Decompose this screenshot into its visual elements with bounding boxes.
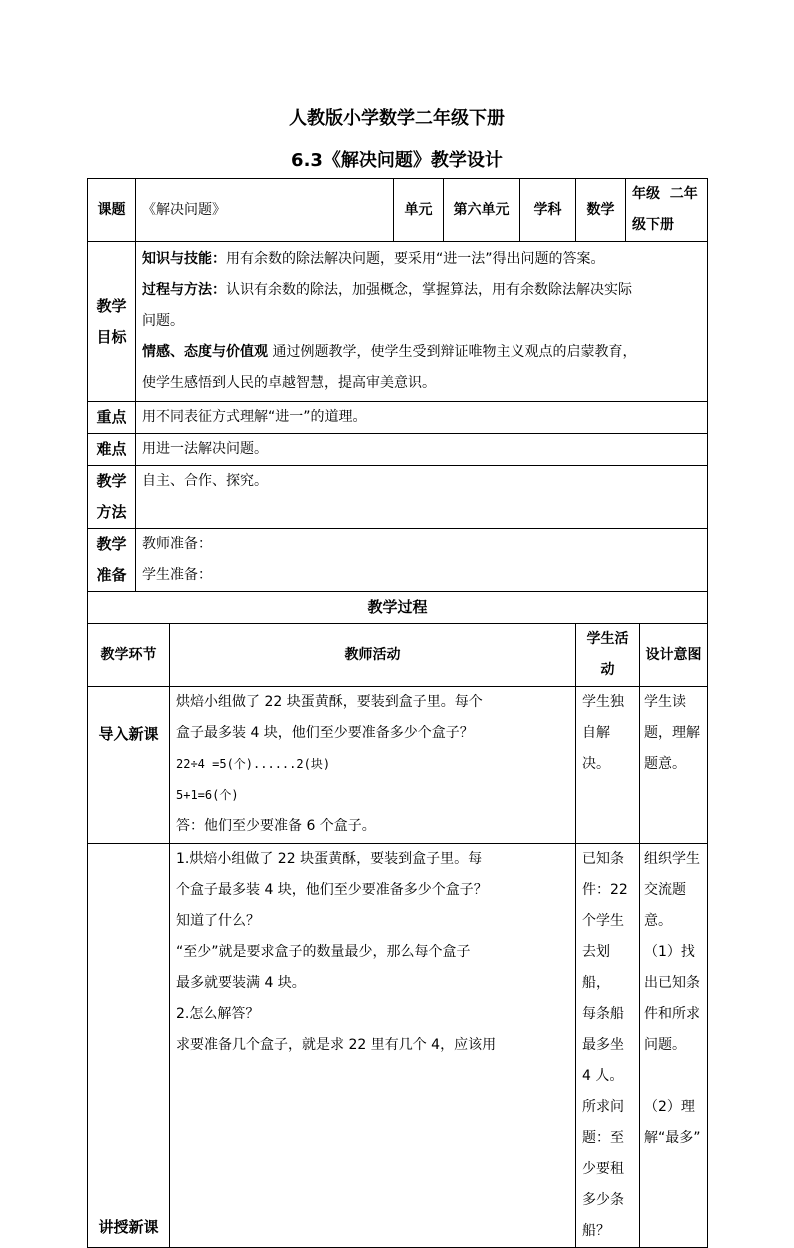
explain-stage: 讲授新课: [88, 844, 170, 1248]
emotion-text: 通过例题教学，使学生受到辩证唯物主义观点的启蒙教育，: [272, 344, 637, 360]
explain-teacher-line: 2.怎么解答？: [176, 1006, 260, 1022]
document-title: 人教版小学数学二年级下册: [289, 108, 505, 129]
unit-value: 第六单元: [444, 179, 520, 242]
lesson-plan-table: [87, 178, 708, 1248]
process-text-cont: 问题。: [142, 313, 184, 329]
key-label: 重点: [88, 402, 136, 434]
grade-cell: [626, 179, 708, 242]
explain-teacher-line: 最多就要装满 4 块。: [176, 975, 306, 991]
method-text: 自主、合作、探究。: [136, 466, 708, 529]
explain-row: [88, 844, 708, 1248]
knowledge-heading: 知识与技能：: [142, 251, 226, 267]
key-row: [88, 402, 708, 434]
process-heading: 过程与方法：: [142, 282, 226, 298]
unit-label: 单元: [394, 179, 444, 242]
goals-label: 教学 目标: [88, 242, 136, 402]
intro-teacher: [170, 687, 576, 844]
process-header-row: [88, 624, 708, 687]
grade-value: 二年级下册: [632, 186, 698, 233]
intro-teacher-line: 22÷4 =5(个)......2(块): [176, 757, 331, 771]
explain-student: 已知条件：22 个学生去划船， 每条船最多坐 4 人。所求问 题：至少要租 多少条船？: [576, 844, 640, 1248]
col-student: 学生活动: [576, 624, 640, 687]
explain-teacher-line: 知道了什么？: [176, 913, 260, 929]
emotion-text-cont: 使学生感悟到人民的卓越智慧，提高审美意识。: [142, 375, 436, 391]
goals-content: [136, 242, 708, 402]
method-label: 教学 方法: [88, 466, 136, 529]
explain-teacher-line: 求要准备几个盒子，就是求 22 里有几个 4，应该用: [176, 1037, 497, 1053]
knowledge-text: 用有余数的除法解决问题，要采用“进一法”得出问题的答案。: [226, 251, 605, 267]
topic-value: 《解决问题》: [136, 179, 394, 242]
prep-row: [88, 529, 708, 592]
intro-intent: 学生读题，理解 题意。: [640, 687, 708, 844]
intro-row: [88, 687, 708, 844]
emotion-heading: 情感、态度与价值观: [142, 344, 268, 360]
info-row: [88, 179, 708, 242]
subject-value: 数学: [576, 179, 626, 242]
teacher-prep: 教师准备：: [142, 536, 212, 552]
intro-teacher-line: 5+1=6(个): [176, 788, 239, 802]
col-intent: 设计意图: [640, 624, 708, 687]
intro-student: 学生独自解决。: [576, 687, 640, 844]
method-row: [88, 466, 708, 529]
key-text: 用不同表征方式理解“进一”的道理。: [136, 402, 708, 434]
prep-label: 教学 准备: [88, 529, 136, 592]
document-subtitle: 6.3《解决问题》教学设计: [291, 150, 503, 171]
explain-intent: 组织学生交流题 意。 （1）找出已知条 件和所求问题。 （2）理解“最多”: [640, 844, 708, 1248]
explain-teacher-line: “至少”就是要求盒子的数量最少，那么每个盒子: [176, 944, 471, 960]
explain-teacher-line: 1.烘焙小组做了 22 块蛋黄酥，要装到盒子里。每: [176, 851, 483, 867]
explain-teacher-line: 个盒子最多装 4 块，他们至少要准备多少个盒子？: [176, 882, 488, 898]
difficulty-label: 难点: [88, 434, 136, 466]
process-title-row: [88, 592, 708, 624]
process-text: 认识有余数的除法，加强概念，掌握算法，用有余数除法解决实际: [226, 282, 632, 298]
col-stage: 教学环节: [88, 624, 170, 687]
difficulty-text: 用进一法解决问题。: [136, 434, 708, 466]
prep-content: [136, 529, 708, 592]
student-prep: 学生准备：: [142, 567, 212, 583]
subject-label: 学科: [520, 179, 576, 242]
goals-row: [88, 242, 708, 402]
intro-teacher-line: 盒子最多装 4 块，他们至少要准备多少个盒子？: [176, 725, 474, 741]
grade-label: 年级: [632, 186, 660, 202]
intro-teacher-line: 答：他们至少要准备 6 个盒子。: [176, 818, 376, 834]
col-teacher: 教师活动: [170, 624, 576, 687]
intro-teacher-line: 烘焙小组做了 22 块蛋黄酥，要装到盒子里。每个: [176, 694, 483, 710]
topic-label: 课题: [88, 179, 136, 242]
process-title: 教学过程: [88, 592, 708, 624]
explain-teacher: [170, 844, 576, 1248]
difficulty-row: [88, 434, 708, 466]
intro-stage: 导入新课: [88, 687, 170, 844]
